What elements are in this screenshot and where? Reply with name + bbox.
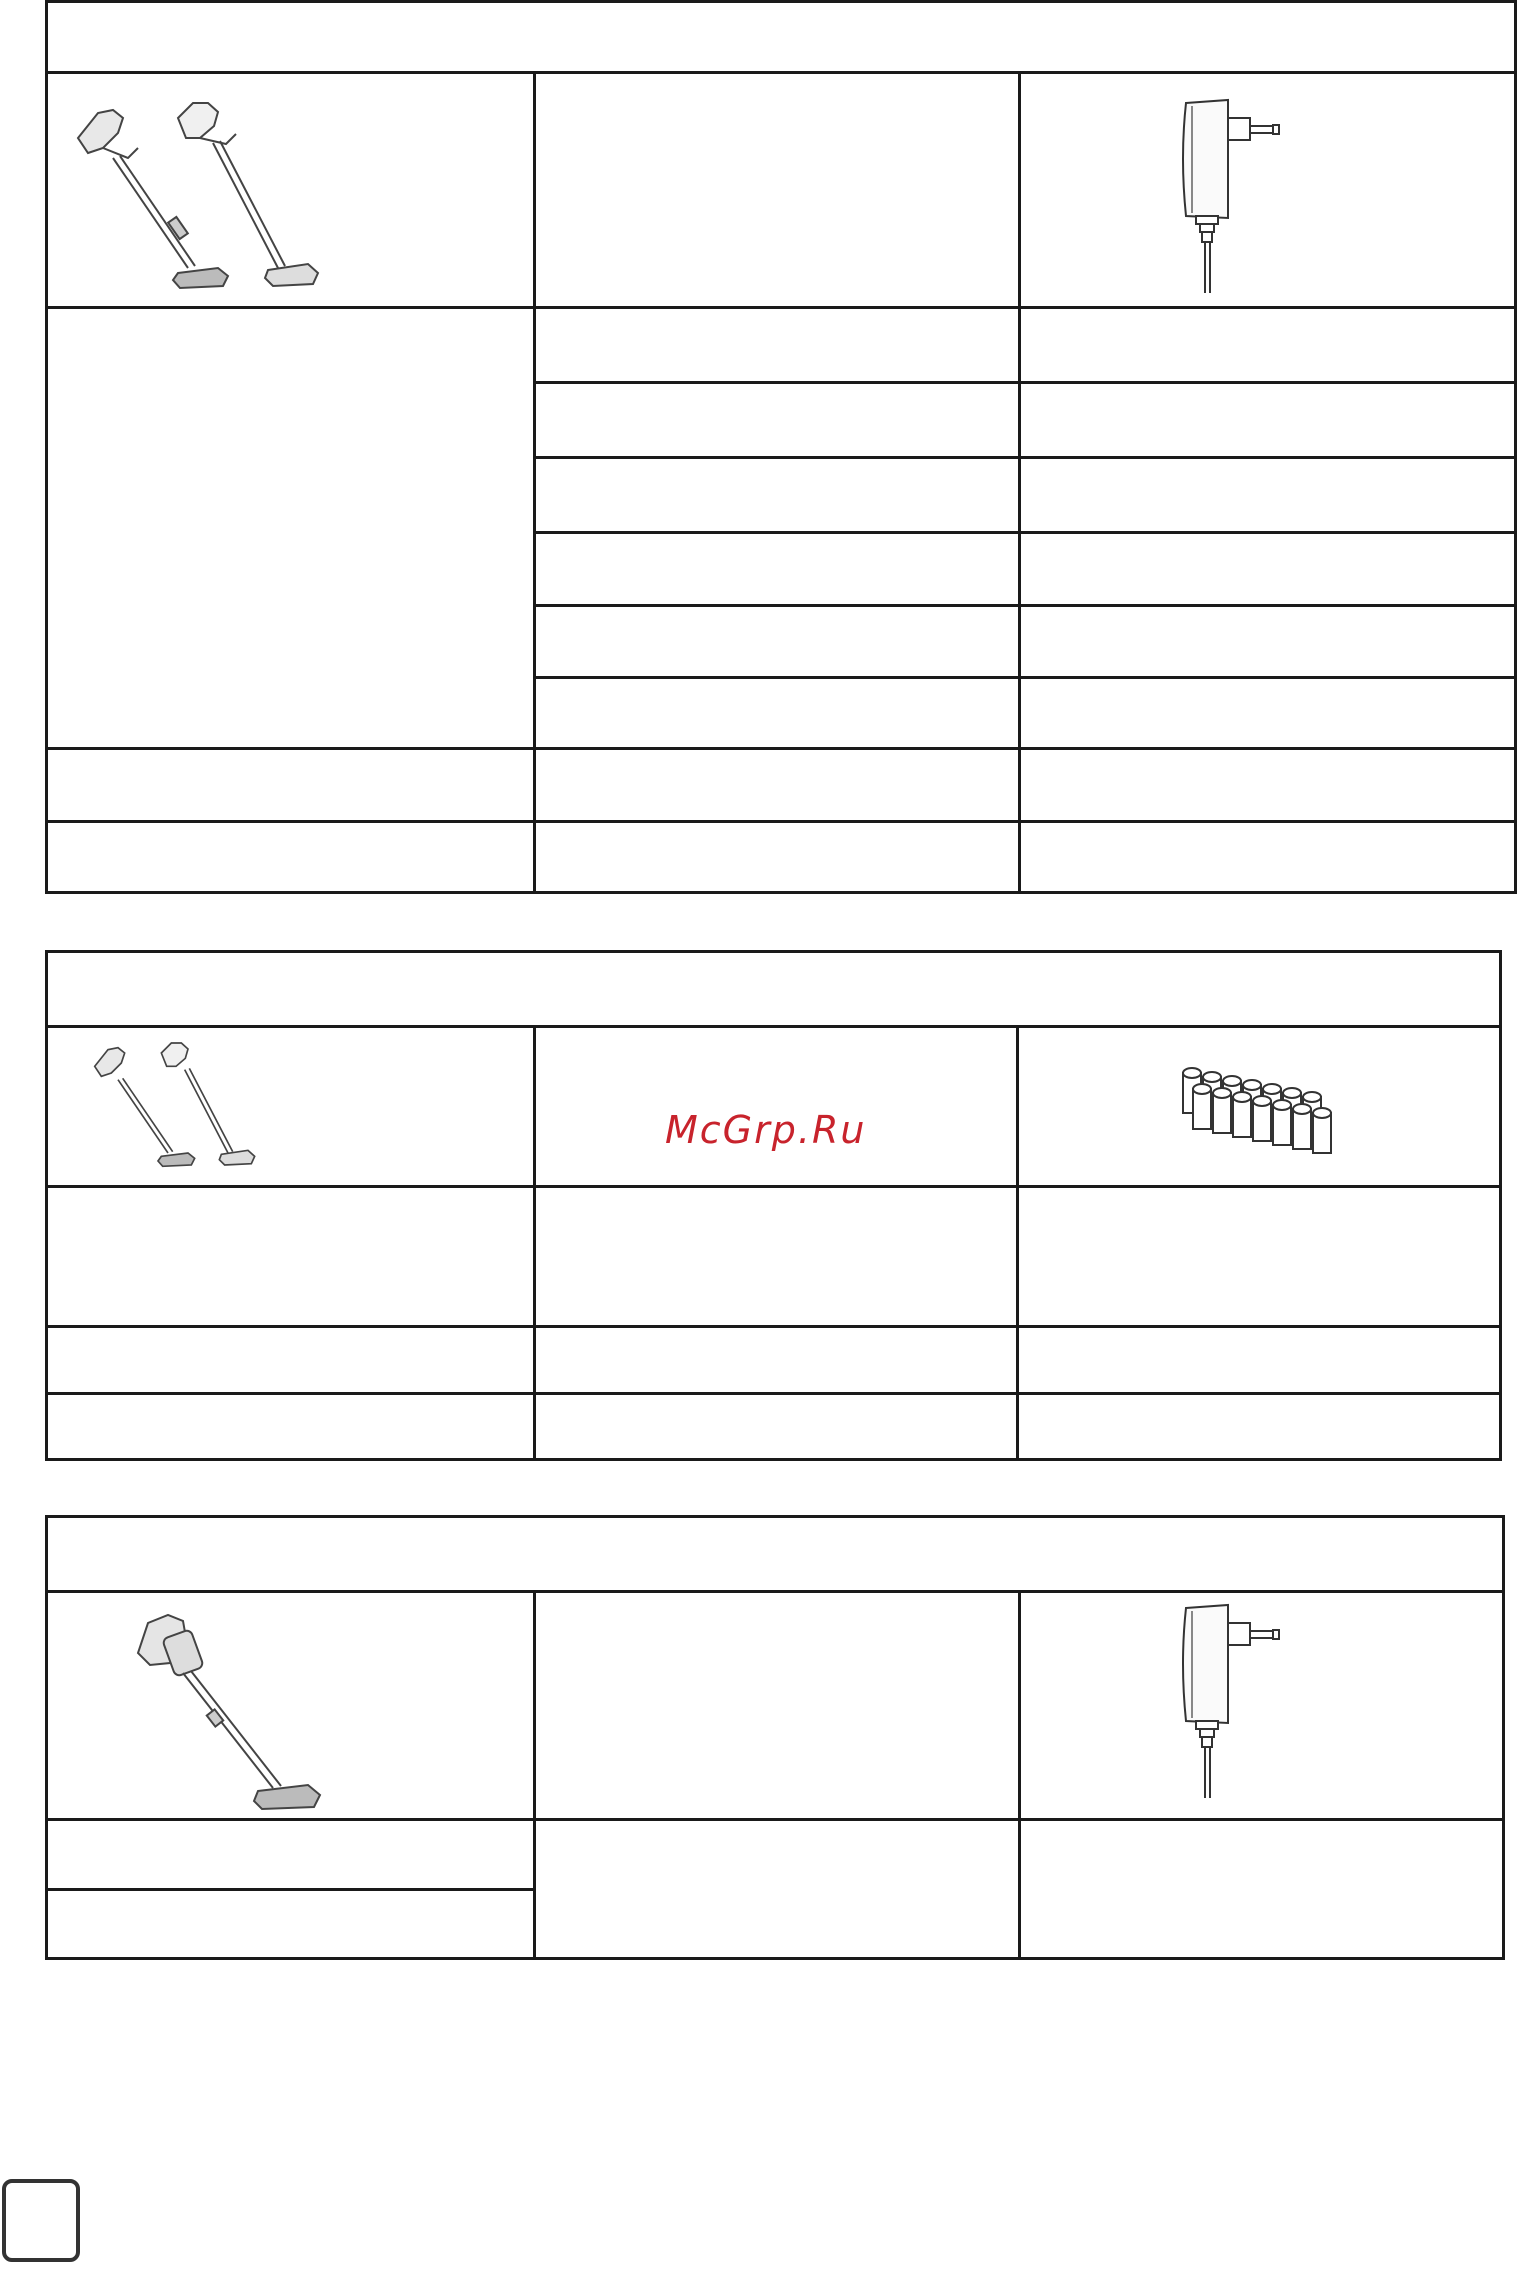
row-divider bbox=[48, 1818, 1502, 1821]
watermark: McGrp.Ru bbox=[665, 1108, 867, 1152]
column-divider bbox=[533, 1590, 536, 1957]
column-divider bbox=[1018, 71, 1021, 891]
stick-vacuum-single-icon bbox=[128, 1603, 328, 1813]
adapter-plug-icon bbox=[1178, 1603, 1318, 1803]
column-divider bbox=[1018, 1590, 1021, 1957]
spec-table-2 bbox=[45, 950, 1502, 1461]
battery-pack-icon bbox=[1173, 1063, 1353, 1173]
stick-vacuum-pair-icon bbox=[68, 98, 338, 288]
row-divider bbox=[48, 747, 1514, 750]
row-divider bbox=[533, 381, 1514, 384]
row-divider bbox=[533, 456, 1514, 459]
page-number-box bbox=[2, 2179, 80, 2262]
row-divider bbox=[533, 531, 1514, 534]
row-divider bbox=[533, 604, 1514, 607]
row-divider bbox=[48, 1392, 1499, 1395]
column-divider bbox=[533, 1025, 536, 1458]
spec-table-1 bbox=[45, 0, 1517, 894]
row-divider bbox=[48, 306, 1514, 309]
adapter-plug-icon bbox=[1178, 98, 1318, 298]
column-divider bbox=[533, 71, 536, 891]
row-divider bbox=[48, 71, 1514, 74]
column-divider bbox=[1016, 1025, 1019, 1458]
row-divider bbox=[48, 820, 1514, 823]
spec-table-3 bbox=[45, 1515, 1505, 1960]
stick-vacuum-pair-icon bbox=[88, 1033, 268, 1173]
row-divider bbox=[533, 676, 1514, 679]
row-divider bbox=[48, 1590, 1502, 1593]
row-divider bbox=[48, 1185, 1499, 1188]
row-divider bbox=[48, 1025, 1499, 1028]
row-divider bbox=[48, 1888, 533, 1891]
row-divider bbox=[48, 1325, 1499, 1328]
